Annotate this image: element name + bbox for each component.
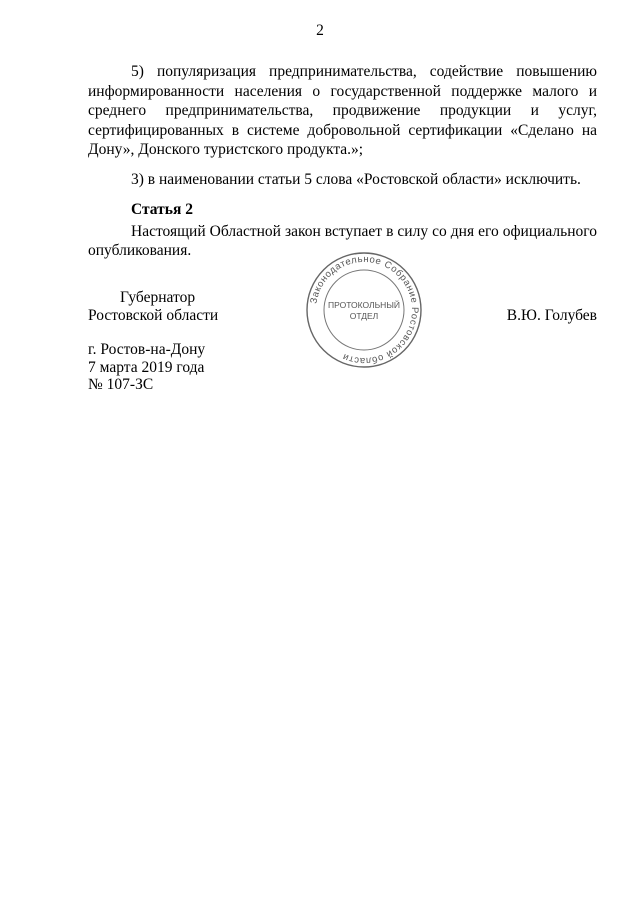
signatory-title — [88, 289, 238, 325]
page-number: 2 — [316, 22, 324, 39]
article-heading: Статья 2 — [131, 201, 193, 218]
law-number: № 107-ЗС — [88, 376, 154, 393]
document-body — [88, 62, 597, 261]
official-seal-stamp — [305, 251, 423, 369]
date: 7 марта 2019 года — [88, 358, 205, 376]
paragraph-item-3: 3) в наименовании статьи 5 слова «Ростовской области» исключить. — [131, 170, 581, 188]
signatory-title-line2: Ростовской области — [88, 307, 219, 324]
seal-ring-text: Законодательное Собрание Ростовской области — [308, 253, 421, 367]
article-text: Настоящий Областной закон вступает в силу со дня его официального опубликования. — [88, 222, 597, 259]
paragraph-item-5: 5) популяризация предпринимательства, содействие повышению информированности населения о государственной поддержке малого и среднего предпринимательства, продвижение продукции и услуг, сертифицированных в системе добровольной сертификации «Сделано на Дону», Донского туристского продукта.»; — [88, 63, 597, 158]
city: г. Ростов-на-Дону — [88, 341, 206, 358]
seal-center-line2: ОТДЕЛ — [349, 311, 379, 321]
place-date-number — [88, 341, 205, 394]
seal-inner-ring — [324, 270, 404, 350]
signatory-name: В.Ю. Голубев — [506, 307, 597, 324]
seal-graphic — [305, 251, 423, 369]
signatory-title-line1: Губернатор — [120, 289, 196, 306]
seal-center-line1: ПРОТОКОЛЬНЫЙ — [328, 300, 400, 310]
